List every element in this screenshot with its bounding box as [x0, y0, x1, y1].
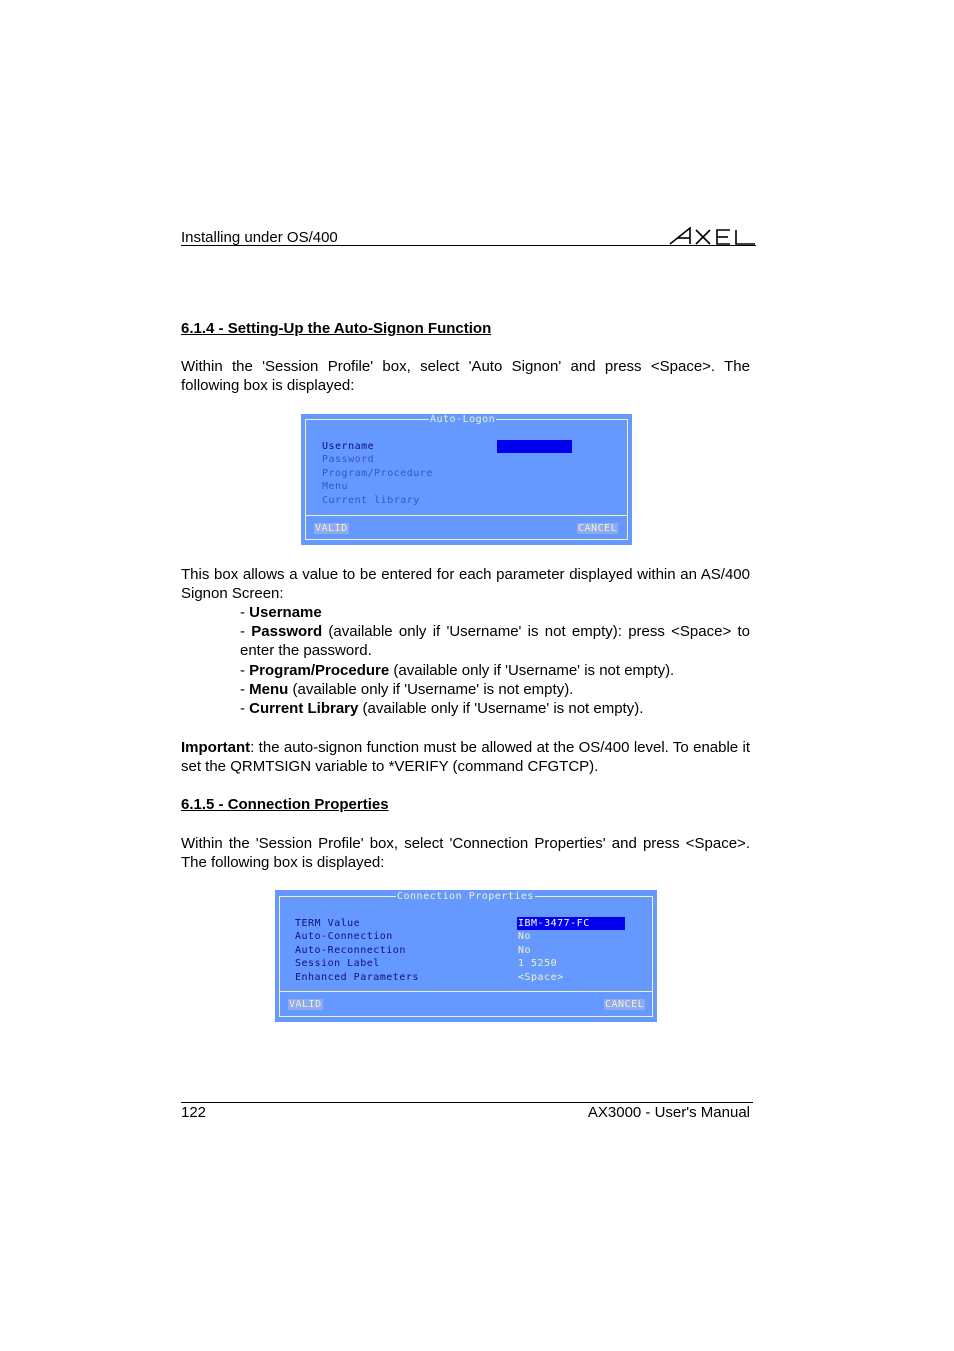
cancel-button[interactable]: CANCEL — [605, 999, 645, 1010]
enhanced-parameters-label[interactable]: Enhanced Parameters — [295, 972, 419, 983]
footer-rule — [181, 1102, 753, 1103]
bullet-text: (available only if 'Username' is not empty): press <Space> to enter the password. — [240, 623, 750, 659]
bullet-text: (available only if 'Username' is not empty). — [389, 662, 675, 679]
header-rule — [181, 245, 756, 246]
dialog-separator — [279, 991, 653, 992]
important-text: : the auto-signon function must be allowed at the OS/400 level. To enable it set the QRMTSIGN variable to *VERIFY (command CFGTCP). — [181, 739, 750, 775]
valid-button[interactable]: VALID — [315, 523, 348, 534]
dialog-title: Auto-Logon — [430, 414, 496, 425]
description-paragraph: This box allows a value to be entered for each parameter displayed within an AS/400 Signon Screen: — [181, 566, 750, 602]
auto-connection-value[interactable]: No — [518, 931, 532, 942]
bullet-password: - Password (available only if 'Username' is not empty): press <Space> to enter the password. — [240, 623, 750, 659]
intro-paragraph-6-1-4: Within the 'Session Profile' box, select 'Auto Signon' and press <Space>. The following box is displayed: — [181, 358, 750, 394]
important-label: Important — [181, 739, 251, 756]
menu-option[interactable]: Menu — [322, 481, 349, 492]
bullet-menu: - Menu (available only if 'Username' is not empty). — [240, 681, 574, 698]
current-library-option[interactable]: Current library — [322, 495, 420, 506]
auto-connection-label[interactable]: Auto-Connection — [295, 931, 393, 942]
term-value: IBM-3477-FC — [518, 918, 590, 929]
session-label-label[interactable]: Session Label — [295, 958, 380, 969]
section-heading-6-1-4: 6.1.4 - Setting-Up the Auto-Signon Function — [181, 320, 492, 337]
password-option[interactable]: Password — [322, 454, 375, 465]
term-value-field[interactable] — [517, 917, 625, 930]
bullet-current-library: - Current Library (available only if 'Username' is not empty). — [240, 700, 644, 717]
dialog-separator — [305, 515, 628, 516]
connection-properties-dialog — [275, 890, 657, 1022]
bullet-text: (available only if 'Username' is not empty). — [358, 700, 644, 717]
intro-paragraph-6-1-5: Within the 'Session Profile' box, select 'Connection Properties' and press <Space>. The following box is displayed: — [181, 835, 750, 871]
manual-title: AX3000 - User's Manual — [587, 1104, 750, 1121]
section-heading-6-1-5: 6.1.5 - Connection Properties — [181, 796, 389, 813]
auto-reconnection-value[interactable]: No — [518, 945, 532, 956]
important-note — [181, 738, 750, 776]
enhanced-parameters-value[interactable]: <Space> — [518, 972, 564, 983]
dialog-title: Connection Properties — [397, 891, 534, 902]
bullet-name: Program/Procedure — [249, 662, 390, 679]
bullet-name: Username — [249, 604, 322, 621]
bullet-username: - Username — [240, 604, 322, 621]
axel-logo — [668, 224, 756, 246]
running-header: Installing under OS/400 — [181, 229, 338, 246]
username-field[interactable] — [497, 440, 572, 453]
bullet-text: (available only if 'Username' is not empty). — [288, 681, 574, 698]
term-value-label[interactable]: TERM Value — [295, 918, 361, 929]
bullet-program-procedure: - Program/Procedure (available only if 'Username' is not empty). — [240, 662, 675, 679]
valid-button[interactable]: VALID — [289, 999, 322, 1010]
auto-reconnection-label[interactable]: Auto-Reconnection — [295, 945, 406, 956]
bullet-name: Menu — [249, 681, 289, 698]
username-option[interactable]: Username — [322, 441, 375, 452]
auto-logon-dialog — [301, 414, 632, 545]
cancel-button[interactable]: CANCEL — [578, 523, 618, 534]
bullet-name: Current Library — [249, 700, 359, 717]
bullet-name: Password — [251, 623, 323, 640]
page-number: 122 — [181, 1104, 207, 1121]
program-procedure-option[interactable]: Program/Procedure — [322, 468, 433, 479]
session-label-value[interactable]: 1 5250 — [518, 958, 558, 969]
